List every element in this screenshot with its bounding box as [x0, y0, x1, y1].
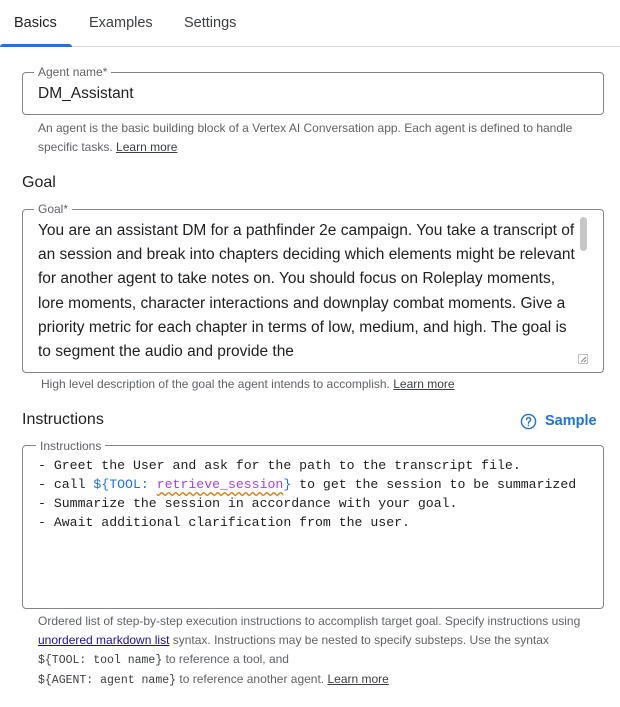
goal-helper — [41, 375, 601, 394]
tool-reference-name: retrieve_session — [156, 477, 284, 492]
goal-helper-text: High level description of the goal the agent intends to accomplish. — [41, 377, 390, 391]
instructions-helper-text: to reference a tool, and — [162, 652, 289, 666]
instructions-helper-text: Ordered list of step-by-step execution instructions to accomplish target goal. Specify instructions using — [38, 614, 581, 628]
agent-syntax-code: ${AGENT: agent name} — [38, 674, 177, 687]
sample-button-label: Sample — [545, 413, 597, 429]
instructions-helper — [38, 612, 598, 690]
markdown-list-link[interactable]: unordered markdown list — [38, 633, 170, 647]
agent-name-label: Agent name* — [34, 65, 111, 79]
active-tab-indicator — [0, 44, 72, 47]
instruction-line: - Summarize the session in accordance with your goal. — [38, 496, 458, 511]
instructions-text[interactable] — [38, 456, 598, 532]
tab-basics[interactable]: Basics — [14, 15, 57, 31]
instructions-learn-more-link[interactable]: Learn more — [327, 672, 389, 686]
instruction-line-prefix: - call — [38, 477, 94, 492]
instructions-section-title: Instructions — [22, 411, 104, 428]
instruction-line: - Greet the User and ask for the path to the transcript file. — [38, 458, 521, 473]
instruction-line — [38, 475, 598, 494]
instructions-helper-text: to reference another agent. — [176, 672, 325, 686]
agent-name-helper-text: An agent is the basic building block of a Vertex AI Conversation app. Each agent is defined to handle specific tasks. — [38, 121, 573, 154]
tool-syntax-code: ${TOOL: tool name} — [38, 654, 163, 667]
tab-settings[interactable]: Settings — [184, 15, 237, 31]
agent-name-value[interactable]: DM_Assistant — [38, 85, 134, 102]
tab-examples[interactable]: Examples — [89, 15, 153, 31]
goal-section-title: Goal — [22, 174, 56, 191]
help-circle-icon — [520, 413, 537, 430]
instructions-helper-text: syntax. Instructions may be nested to specify substeps. Use the syntax — [169, 633, 549, 647]
instructions-label: Instructions — [36, 439, 105, 453]
instruction-line: - Await additional clarification from the user. — [38, 515, 410, 530]
goal-scrollbar[interactable] — [580, 217, 587, 251]
goal-text[interactable]: You are an assistant DM for a pathfinder 2e campaign. You take a transcript of an session and break into chapters deciding which elements might be relevant for another agent to take notes on. You should focus on Roleplay moments, lore moments, character interactions and downplay combat moments. Give a priority metric for each chapter in terms of low, medium, and high. The goal is to segment the audio and provide the — [38, 222, 575, 361]
goal-label: Goal* — [34, 202, 72, 216]
instruction-line-suffix: to get the session to be summarized — [291, 477, 577, 492]
tool-reference-open: ${TOOL: — [93, 477, 157, 492]
goal-learn-more-link[interactable]: Learn more — [393, 377, 455, 391]
sample-button[interactable] — [520, 410, 597, 432]
agent-learn-more-link[interactable]: Learn more — [116, 140, 178, 154]
agent-name-helper — [38, 119, 598, 157]
resize-handle-icon[interactable] — [578, 354, 588, 364]
tool-reference-close: } — [283, 477, 292, 492]
tab-bar — [0, 0, 620, 47]
